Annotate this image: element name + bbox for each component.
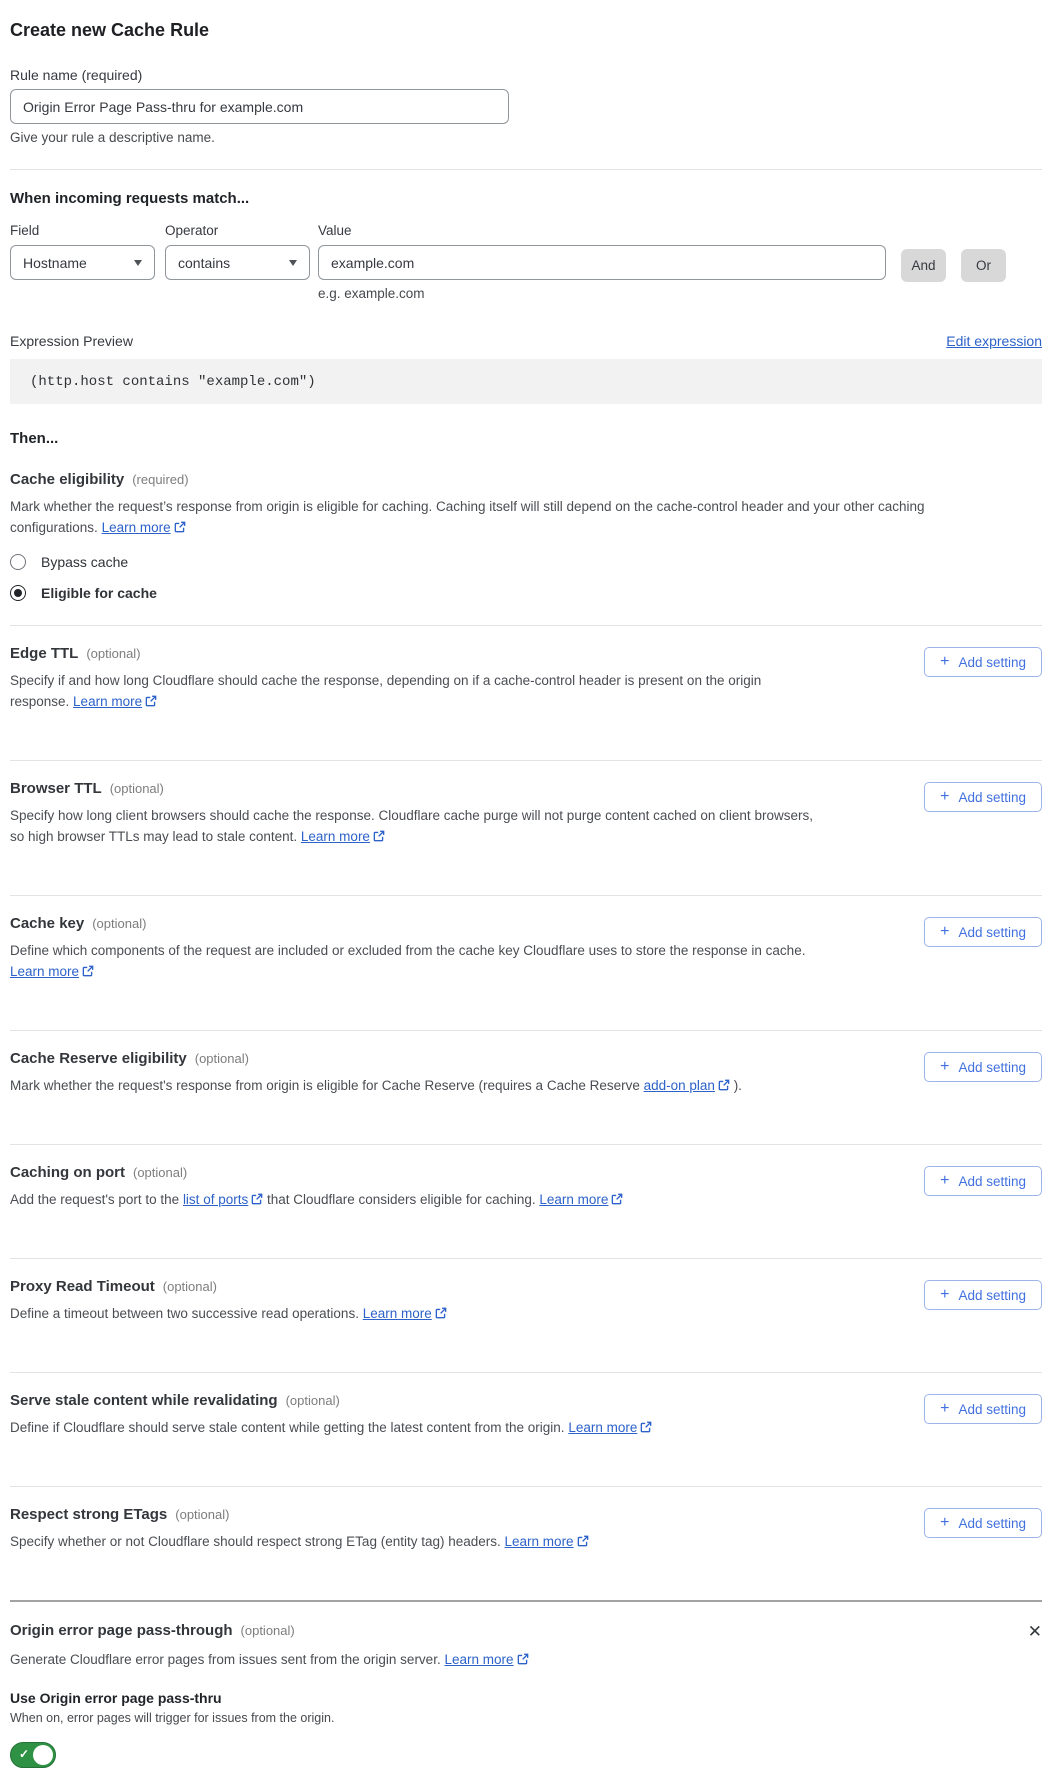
expression-code: (http.host contains "example.com"): [30, 374, 316, 390]
add-setting-button[interactable]: + Add setting: [924, 1280, 1042, 1310]
setting-section-browser-ttl: Browser TTL (optional) Specify how long client browsers should cache the response. Cloudflare cache purge will not purge content cached on client browsers, so high browser TTLs may lead to stale content. Learn more + Add setting: [10, 761, 1042, 871]
setting-title: Cache Reserve eligibility: [10, 1050, 187, 1067]
learn-more-link[interactable]: Learn more: [444, 1652, 528, 1667]
value-help: e.g. example.com: [318, 286, 425, 301]
setting-section-respect-strong-etags: Respect strong ETags (optional) Specify whether or not Cloudflare should respect strong ETag (entity tag) headers. Learn more + Add setting: [10, 1487, 1042, 1576]
radio-icon: [10, 554, 26, 570]
setting-section-serve-stale: Serve stale content while revalidating (optional) Define if Cloudflare should serve stale content while getting the latest content from the origin. Learn more + Add setting: [10, 1373, 1042, 1462]
match-heading: When incoming requests match...: [10, 190, 250, 207]
learn-more-link[interactable]: Learn more: [301, 829, 385, 844]
match-section: [10, 190, 1042, 301]
setting-section-cache-key: Cache key (optional) Define which components of the request are included or excluded from the cache key Cloudflare uses to store the response in cache. Learn more + Add setting: [10, 896, 1042, 1006]
use-origin-pass-thru-label: Use Origin error page pass-thru: [10, 1690, 222, 1706]
setting-title: Browser TTL: [10, 780, 102, 797]
add-setting-button[interactable]: + Add setting: [924, 1394, 1042, 1424]
add-on-plan-link[interactable]: add-on plan: [644, 1078, 730, 1093]
required-tag: (required): [132, 472, 189, 487]
external-link-icon: [718, 1079, 730, 1091]
learn-more-link[interactable]: Learn more: [102, 520, 186, 535]
learn-more-link[interactable]: Learn more: [568, 1420, 652, 1435]
plus-icon: +: [940, 922, 950, 940]
field-select-value: Hostname: [23, 254, 87, 271]
origin-error-title: Origin error page pass-through: [10, 1622, 233, 1639]
setting-title: Respect strong ETags: [10, 1506, 168, 1523]
add-setting-button[interactable]: + Add setting: [924, 917, 1042, 947]
learn-more-link[interactable]: Learn more: [363, 1306, 447, 1321]
field-label: Field: [10, 223, 40, 238]
setting-section-edge-ttl: Edge TTL (optional) Specify if and how long Cloudflare should cache the response, depending on if a cache-control header is present on the origin response. Learn more + Add setting: [10, 626, 1042, 736]
setting-title: Caching on port: [10, 1164, 125, 1181]
rule-name-help: Give your rule a descriptive name.: [10, 130, 215, 145]
origin-error-page-section: Origin error page pass-through (optional) ✕ Generate Cloudflare error pages from issues sent from the origin server. Learn more Use Origin error page pass-thru When on, error pages will trigger for issues from the origin. ✓: [10, 1602, 1042, 1768]
value-label: Value: [318, 223, 352, 238]
operator-select-value: contains: [178, 254, 231, 271]
value-input[interactable]: [318, 245, 886, 280]
cache-eligibility-desc: Mark whether the request’s response from origin is eligible for caching. Caching itself will still depend on the cache-control header and your other caching configurations. Learn more: [10, 499, 925, 535]
rule-name-label: Rule name (required): [10, 67, 143, 83]
learn-more-link[interactable]: Learn more: [73, 694, 157, 709]
setting-title: Proxy Read Timeout: [10, 1278, 155, 1295]
setting-title: Serve stale content while revalidating: [10, 1392, 278, 1409]
add-setting-button[interactable]: + Add setting: [924, 1052, 1042, 1082]
list-of-ports-link[interactable]: list of ports: [183, 1192, 263, 1207]
close-icon: ✕: [1027, 1622, 1042, 1642]
edit-expression-link[interactable]: Edit expression: [946, 333, 1042, 349]
divider: [10, 169, 1042, 170]
rule-name-input[interactable]: [10, 89, 509, 124]
external-link-icon: [145, 695, 157, 707]
external-link-icon: [373, 830, 385, 842]
learn-more-link[interactable]: Learn more: [10, 964, 94, 979]
plus-icon: +: [940, 1513, 950, 1531]
radio-checked-icon: [10, 585, 26, 601]
plus-icon: +: [940, 1399, 950, 1417]
cache-eligibility-section: [10, 471, 1042, 601]
plus-icon: +: [940, 787, 950, 805]
external-link-icon: [174, 521, 186, 533]
external-link-icon: [82, 965, 94, 977]
external-link-icon: [517, 1653, 529, 1665]
rule-name-group: [10, 67, 1042, 145]
external-link-icon: [435, 1307, 447, 1319]
expression-row: [10, 333, 1042, 349]
add-setting-button[interactable]: + Add setting: [924, 647, 1042, 677]
toggle-knob: [33, 1745, 53, 1765]
external-link-icon: [577, 1535, 589, 1547]
then-heading: Then...: [10, 430, 59, 447]
expression-preview-label: Expression Preview: [10, 333, 133, 349]
or-button[interactable]: Or: [961, 249, 1006, 282]
radio-bypass-cache[interactable]: Bypass cache: [10, 554, 128, 570]
plus-icon: +: [940, 1057, 950, 1075]
setting-title: Cache key: [10, 915, 85, 932]
learn-more-link[interactable]: Learn more: [505, 1534, 589, 1549]
check-icon: ✓: [19, 1747, 30, 1761]
close-button[interactable]: [1028, 1624, 1042, 1641]
setting-section-caching-on-port: Caching on port (optional) Add the request's port to the list of ports that Cloudflare considers eligible for caching. Learn more + Add setting: [10, 1145, 1042, 1234]
setting-section-proxy-read-timeout: Proxy Read Timeout (optional) Define a timeout between two successive read operations. Learn more + Add setting: [10, 1259, 1042, 1348]
page-title: Create new Cache Rule: [10, 20, 210, 40]
add-setting-button[interactable]: + Add setting: [924, 1508, 1042, 1538]
setting-title: Edge TTL: [10, 645, 79, 662]
external-link-icon: [611, 1193, 623, 1205]
plus-icon: +: [940, 1171, 950, 1189]
external-link-icon: [251, 1193, 263, 1205]
cache-eligibility-title: Cache eligibility: [10, 471, 125, 488]
plus-icon: +: [940, 1285, 950, 1303]
expression-preview: [10, 359, 1042, 404]
and-button[interactable]: And: [901, 249, 946, 282]
radio-eligible-for-cache[interactable]: Eligible for cache: [10, 585, 157, 601]
chevron-down-icon: [134, 260, 142, 266]
add-setting-button[interactable]: + Add setting: [924, 782, 1042, 812]
chevron-down-icon: [289, 260, 297, 266]
learn-more-link[interactable]: Learn more: [539, 1192, 623, 1207]
operator-label: Operator: [165, 223, 219, 238]
external-link-icon: [640, 1421, 652, 1433]
use-origin-pass-thru-help: When on, error pages will trigger for issues from the origin.: [10, 1711, 335, 1725]
add-setting-button[interactable]: + Add setting: [924, 1166, 1042, 1196]
operator-select[interactable]: [165, 245, 310, 280]
setting-section-cache-reserve: Cache Reserve eligibility (optional) Mark whether the request's response from origin is eligible for Cache Reserve (requires a Cache Reserve add-on plan ). + Add setting: [10, 1031, 1042, 1120]
match-grid: [10, 223, 1042, 301]
origin-pass-thru-toggle[interactable]: [10, 1742, 56, 1768]
plus-icon: +: [940, 652, 950, 670]
field-select[interactable]: [10, 245, 155, 280]
